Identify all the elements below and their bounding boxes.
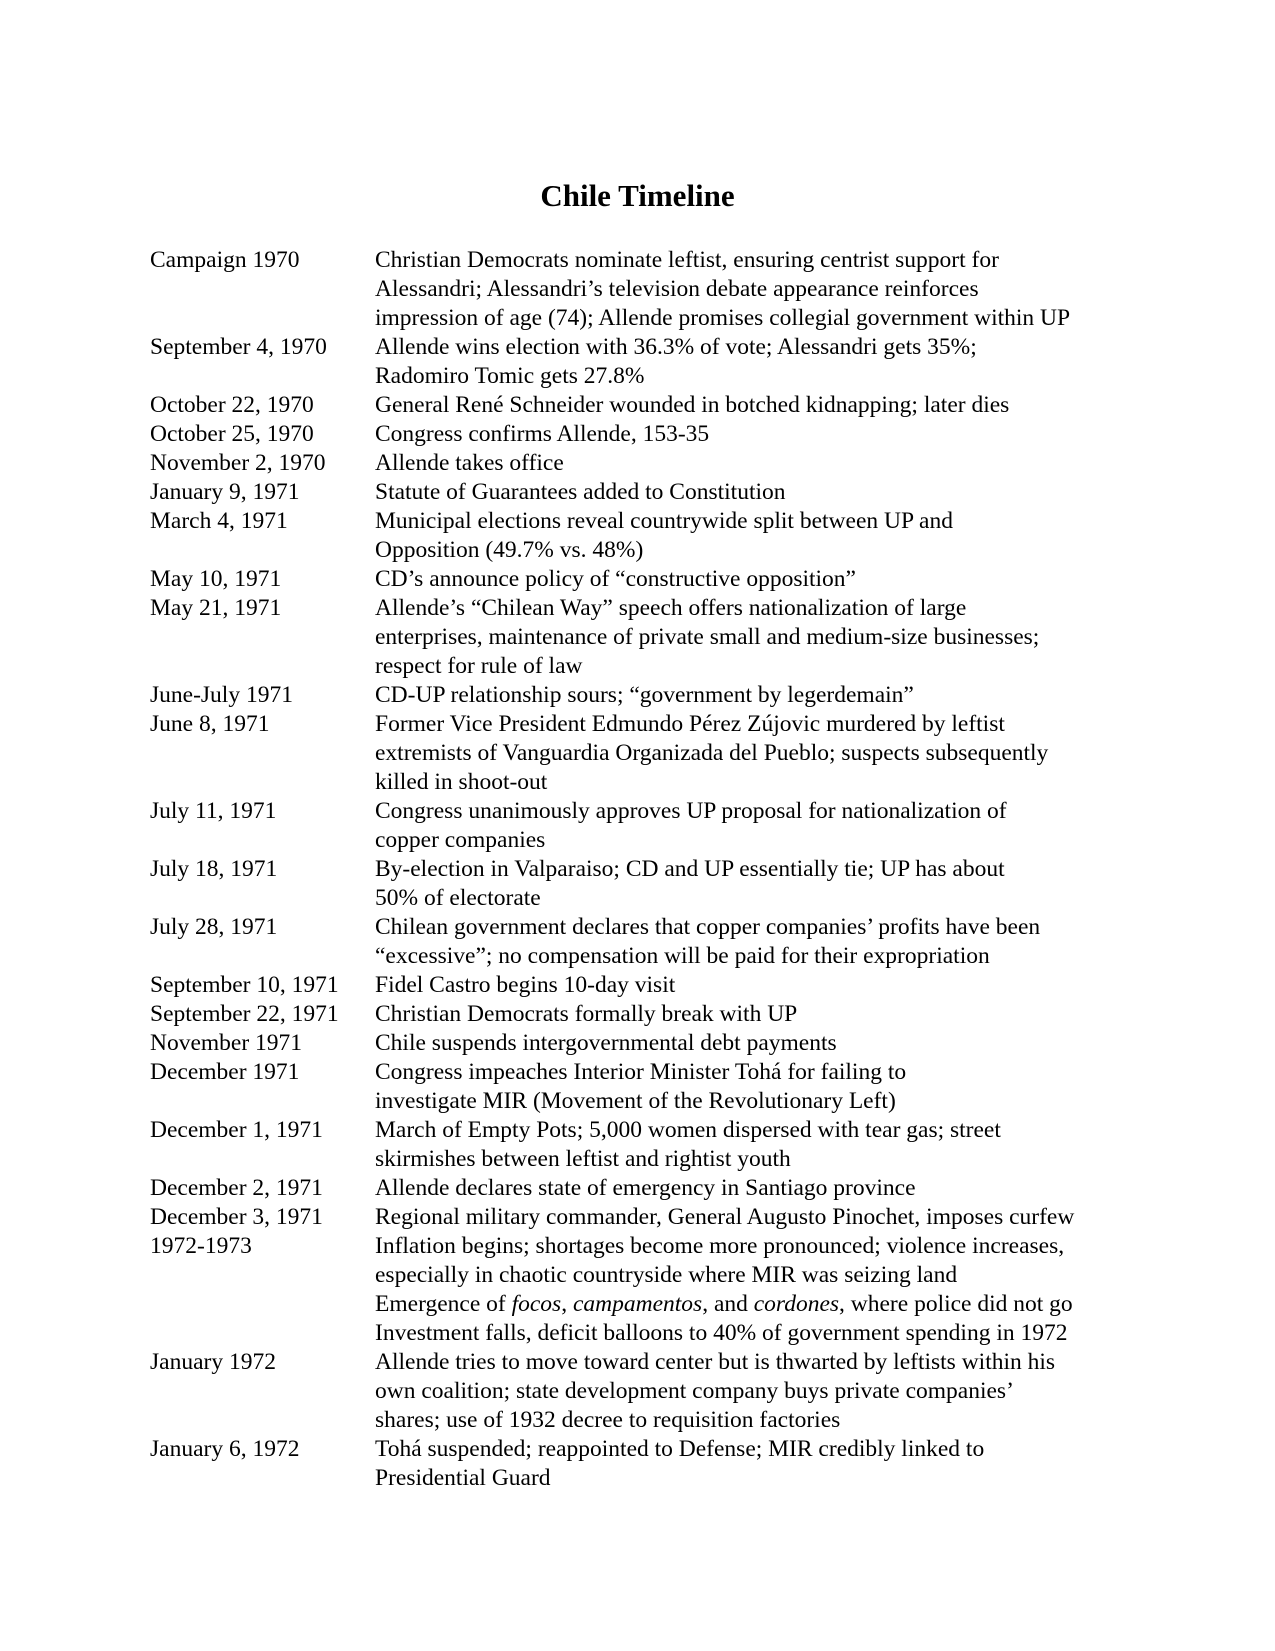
entry-description	[375, 1116, 1150, 1174]
description-line: investigate MIR (Movement of the Revolutionary Left)	[375, 1088, 896, 1114]
entry-date: October 22, 1970	[150, 392, 314, 418]
description-line: Alessandri; Alessandri’s television debate appearance reinforces	[375, 276, 979, 302]
entry-date: July 11, 1971	[150, 798, 277, 824]
description-line: By-election in Valparaiso; CD and UP essentially tie; UP has about	[375, 856, 1005, 882]
description-line: Allende wins election with 36.3% of vote; Alessandri gets 35%;	[375, 334, 977, 360]
entry-description	[375, 449, 1150, 478]
entry-description	[375, 478, 1150, 507]
description-line: respect for rule of law	[375, 653, 583, 679]
entry-description	[375, 507, 1150, 565]
description-line: Congress impeaches Interior Minister Tohá for failing to	[375, 1059, 907, 1085]
description-line: impression of age (74); Allende promises collegial government within UP	[375, 305, 1071, 331]
campamentos-term: campamentos	[572, 1291, 703, 1317]
entry-date: June 8, 1971	[150, 711, 270, 737]
description-line: shares; use of 1932 decree to requisition factories	[375, 1407, 841, 1433]
description-line: CD’s announce policy of “constructive opposition”	[375, 566, 856, 592]
timeline-entry	[150, 507, 1150, 565]
description-line: Allende takes office	[375, 450, 564, 476]
timeline-entry	[150, 1058, 1150, 1116]
timeline-entry	[150, 449, 1150, 478]
entry-date: May 10, 1971	[150, 566, 282, 592]
timeline-entry	[150, 913, 1150, 971]
description-line: skirmishes between leftist and rightist youth	[375, 1146, 791, 1172]
entry-date: December 1, 1971	[150, 1117, 323, 1143]
entry-date: December 3, 1971	[150, 1204, 323, 1230]
entry-description	[375, 681, 1150, 710]
timeline-entry	[150, 478, 1150, 507]
description-line: Allende declares state of emergency in Santiago province	[375, 1175, 916, 1201]
description-line: March of Empty Pots; 5,000 women dispersed with tear gas; street	[375, 1117, 1001, 1143]
entry-description	[375, 1029, 1150, 1058]
description-line: killed in shoot-out	[375, 769, 548, 795]
description-line: Congress confirms Allende, 153-35	[375, 421, 710, 447]
timeline-entry	[150, 1203, 1150, 1232]
entry-date: September 22, 1971	[150, 1001, 339, 1027]
entry-description	[375, 855, 1150, 913]
timeline-entry	[150, 420, 1150, 449]
timeline-entry	[150, 681, 1150, 710]
timeline-entry	[150, 391, 1150, 420]
emergence-sep-2: , and	[702, 1291, 754, 1317]
entry-date: January 6, 1972	[150, 1436, 300, 1462]
entry-description	[375, 797, 1150, 855]
emergence-pre: Emergence of	[375, 1291, 512, 1317]
description-line: Regional military commander, General Augusto Pinochet, imposes curfew	[375, 1204, 1075, 1230]
description-line: copper companies	[375, 827, 546, 853]
description-line: Chilean government declares that copper companies’ profits have been	[375, 914, 1041, 940]
timeline-entry	[150, 797, 1150, 855]
entry-date: January 1972	[150, 1349, 276, 1375]
description-line: Fidel Castro begins 10-day visit	[375, 972, 676, 998]
description-line: Municipal elections reveal countrywide split between UP and	[375, 508, 953, 534]
entry-description	[375, 1435, 1150, 1493]
timeline-entry	[150, 855, 1150, 913]
description-line: Allende tries to move toward center but is thwarted by leftists within his	[375, 1349, 1056, 1375]
entry-description	[375, 391, 1150, 420]
entry-date: November 1971	[150, 1030, 303, 1056]
entry-description	[375, 1000, 1150, 1029]
timeline-entry	[150, 594, 1150, 681]
timeline-entry	[150, 333, 1150, 391]
entry-description	[375, 565, 1150, 594]
description-line: Congress unanimously approves UP proposal for nationalization of	[375, 798, 1007, 824]
timeline-entry	[150, 246, 1150, 333]
description-line: Radomiro Tomic gets 27.8%	[375, 363, 645, 389]
timeline-entry	[150, 1174, 1150, 1203]
description-line: Statute of Guarantees added to Constitution	[375, 479, 786, 505]
description-line: Presidential Guard	[375, 1465, 551, 1491]
description-line: Allende’s “Chilean Way” speech offers nationalization of large	[375, 595, 967, 621]
entry-date: September 4, 1970	[150, 334, 327, 360]
entry-description	[375, 420, 1150, 449]
entry-description	[375, 710, 1150, 797]
entry-description	[375, 1058, 1150, 1116]
entry-date: October 25, 1970	[150, 421, 314, 447]
timeline-entry	[150, 971, 1150, 1000]
entry-date: June-July 1971	[150, 682, 293, 708]
timeline-entry	[150, 1029, 1150, 1058]
timeline-entry	[150, 565, 1150, 594]
description-line: “excessive”; no compensation will be paid for their expropriation	[375, 943, 990, 969]
description-line: own coalition; state development company buys private companies’	[375, 1378, 1014, 1404]
description-line: Inflation begins; shortages become more pronounced; violence increases,	[375, 1233, 1065, 1259]
description-line: General René Schneider wounded in botched kidnapping; later dies	[375, 392, 1010, 418]
timeline-entry	[150, 1348, 1150, 1435]
entry-description	[375, 1348, 1150, 1435]
entry-description	[375, 1232, 1150, 1348]
entry-description	[375, 913, 1150, 971]
timeline-entry	[150, 1116, 1150, 1174]
entry-date: July 28, 1971	[150, 914, 278, 940]
focos-term: focos	[511, 1291, 562, 1317]
description-line: Former Vice President Edmundo Pérez Zújovic murdered by leftist	[375, 711, 1005, 737]
entry-date: March 4, 1971	[150, 508, 288, 534]
description-line: enterprises, maintenance of private small and medium-size businesses;	[375, 624, 1040, 650]
entry-description	[375, 246, 1150, 333]
description-line-emergence	[375, 1290, 1150, 1319]
description-line: extremists of Vanguardia Organizada del Pueblo; suspects subsequently	[375, 740, 1049, 766]
description-line: Christian Democrats nominate leftist, ensuring centrist support for	[375, 247, 999, 273]
entry-description	[375, 594, 1150, 681]
description-line: 50% of electorate	[375, 885, 541, 911]
cordones-term: cordones	[753, 1291, 840, 1317]
description-line: especially in chaotic countryside where MIR was seizing land	[375, 1262, 958, 1288]
description-line-investment: Investment falls, deficit balloons to 40% of government spending in 1972	[375, 1320, 1068, 1346]
entry-date: January 9, 1971	[150, 479, 300, 505]
timeline-entry	[150, 1232, 1150, 1348]
description-line: Tohá suspended; reappointed to Defense; MIR credibly linked to	[375, 1436, 985, 1462]
entry-date: November 2, 1970	[150, 450, 326, 476]
entry-date: December 2, 1971	[150, 1175, 323, 1201]
entry-date: May 21, 1971	[150, 595, 282, 621]
description-line: CD-UP relationship sours; “government by legerdemain”	[375, 682, 914, 708]
emergence-post: , where police did not go	[839, 1291, 1073, 1317]
description-line: Christian Democrats formally break with UP	[375, 1001, 798, 1027]
timeline-entry	[150, 1435, 1150, 1493]
entry-date: December 1971	[150, 1059, 300, 1085]
description-line: Opposition (49.7% vs. 48%)	[375, 537, 644, 563]
entry-date: Campaign 1970	[150, 247, 300, 273]
timeline-entry	[150, 1000, 1150, 1029]
timeline	[150, 246, 1150, 1493]
description-line: Chile suspends intergovernmental debt payments	[375, 1030, 837, 1056]
entry-description	[375, 971, 1150, 1000]
entry-date: July 18, 1971	[150, 856, 278, 882]
entry-description	[375, 1174, 1150, 1203]
entry-date: 1972-1973	[150, 1233, 252, 1259]
timeline-entry	[150, 710, 1150, 797]
entry-description	[375, 1203, 1150, 1232]
emergence-sep-1: ,	[561, 1291, 573, 1317]
page-title: Chile Timeline	[540, 178, 735, 213]
entry-description	[375, 333, 1150, 391]
entry-date: September 10, 1971	[150, 972, 339, 998]
